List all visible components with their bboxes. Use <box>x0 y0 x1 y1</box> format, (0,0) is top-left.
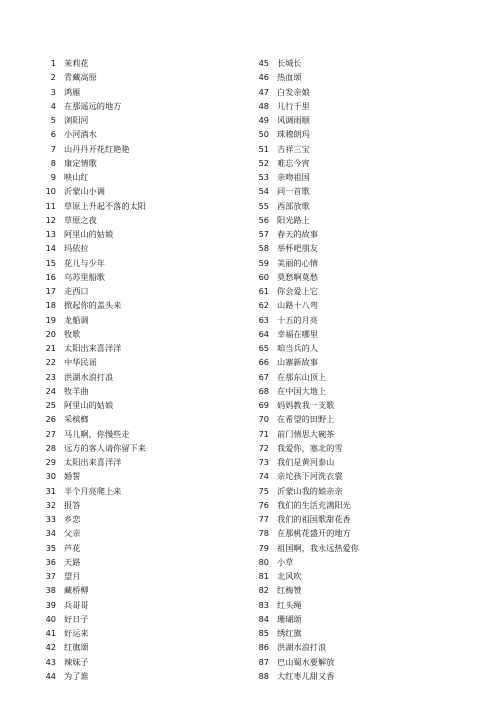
song-title: 热血颂 <box>277 72 302 83</box>
list-item <box>232 455 472 469</box>
item-number: 55 <box>258 200 269 211</box>
song-title: 阿里山的姑娘 <box>64 400 114 411</box>
song-title: 天路 <box>64 556 81 567</box>
song-title: 绣红旗 <box>277 628 302 639</box>
song-title: 洪湖水浪打浪 <box>277 642 327 653</box>
list-item <box>232 270 472 284</box>
list-item <box>40 327 240 341</box>
song-title: 芦花 <box>64 542 81 553</box>
song-title: 十五的月亮 <box>277 314 318 325</box>
list-item <box>40 355 240 369</box>
item-number: 54 <box>258 186 269 197</box>
list-item <box>232 398 472 412</box>
list-item <box>40 99 240 113</box>
list-item <box>232 284 472 298</box>
song-title: 采槟榔 <box>64 414 89 425</box>
item-number: 29 <box>45 457 56 468</box>
item-number: 13 <box>45 229 56 240</box>
item-number: 67 <box>258 371 269 382</box>
list-item <box>232 341 472 355</box>
song-title: 太阳出来喜洋洋 <box>64 343 122 354</box>
song-title: 映山红 <box>64 172 89 183</box>
list-item <box>40 56 240 70</box>
item-number: 23 <box>45 371 56 382</box>
item-number: 80 <box>258 556 269 567</box>
item-number: 31 <box>45 485 56 496</box>
item-number: 32 <box>45 499 56 510</box>
list-item <box>232 555 472 569</box>
item-number: 88 <box>258 670 269 681</box>
song-title: 远方的客人请你留下来 <box>64 442 146 453</box>
item-number: 38 <box>45 585 56 596</box>
song-title: 在希望的田野上 <box>277 414 335 425</box>
song-title: 洪湖水浪打浪 <box>64 371 114 382</box>
song-title: 望月 <box>64 571 81 582</box>
song-title: 小河淌水 <box>64 129 97 140</box>
song-title: 乡恋 <box>64 514 81 525</box>
item-number: 33 <box>45 514 56 525</box>
song-title: 阿里山的姑娘 <box>64 229 114 240</box>
item-number: 74 <box>258 471 269 482</box>
list-item <box>232 469 472 483</box>
list-item <box>232 241 472 255</box>
song-title: 美丽的心情 <box>277 257 318 268</box>
song-title: 你会爱上它 <box>277 286 318 297</box>
song-title: 沂蒙山小调 <box>64 186 105 197</box>
song-title: 草原上升起不落的太阳 <box>64 200 146 211</box>
item-number: 85 <box>258 628 269 639</box>
song-title: 在那桃花盛开的地方 <box>277 528 351 539</box>
list-item <box>232 541 472 555</box>
list-item <box>232 370 472 384</box>
item-number: 86 <box>258 642 269 653</box>
list-item <box>232 113 472 127</box>
song-title: 父亲 <box>64 528 81 539</box>
item-number: 35 <box>45 542 56 553</box>
item-number: 70 <box>258 414 269 425</box>
item-number: 79 <box>258 542 269 553</box>
song-title: 举杯吧朋友 <box>277 243 318 254</box>
song-title: 太阳出来喜洋洋 <box>64 457 122 468</box>
song-title: 红头绳 <box>277 599 302 610</box>
song-title: 乌苏里船歌 <box>64 271 105 282</box>
list-item <box>40 569 240 583</box>
song-title: 吉祥三宝 <box>277 143 310 154</box>
list-item <box>40 655 240 669</box>
song-list-right <box>232 56 472 683</box>
song-title: 康定情歌 <box>64 157 97 168</box>
song-title: 小草 <box>277 556 294 567</box>
item-number: 37 <box>45 571 56 582</box>
item-number: 87 <box>258 656 269 667</box>
item-number: 71 <box>258 428 269 439</box>
item-number: 59 <box>258 257 269 268</box>
song-title: 同一首歌 <box>277 186 310 197</box>
item-number: 7 <box>50 143 56 154</box>
song-title: 浏阳河 <box>64 115 89 126</box>
song-title: 祖国啊，我永远热爱你 <box>277 542 359 553</box>
item-number: 12 <box>45 214 56 225</box>
list-item <box>40 370 240 384</box>
item-number: 64 <box>258 328 269 339</box>
list-item <box>40 213 240 227</box>
list-item <box>40 583 240 597</box>
song-title: 山路十八弯 <box>277 300 318 311</box>
item-number: 24 <box>45 385 56 396</box>
list-item <box>232 85 472 99</box>
list-item <box>40 184 240 198</box>
item-number: 77 <box>258 514 269 525</box>
list-item <box>232 626 472 640</box>
item-number: 84 <box>258 613 269 624</box>
item-number: 6 <box>50 129 56 140</box>
list-item <box>232 170 472 184</box>
song-title: 妈妈教我一支歌 <box>277 400 335 411</box>
item-number: 46 <box>258 72 269 83</box>
list-item <box>232 327 472 341</box>
list-item <box>40 341 240 355</box>
list-item <box>40 227 240 241</box>
song-title: 我们的生活充满阳光 <box>277 499 351 510</box>
list-item <box>40 669 240 683</box>
song-title: 大红枣儿甜又香 <box>277 670 335 681</box>
item-number: 10 <box>45 186 56 197</box>
song-title: 掀起你的盖头来 <box>64 300 122 311</box>
list-item <box>40 598 240 612</box>
item-number: 57 <box>258 229 269 240</box>
item-number: 39 <box>45 599 56 610</box>
item-number: 63 <box>258 314 269 325</box>
item-number: 60 <box>258 271 269 282</box>
song-title: 在中国大地上 <box>277 385 327 396</box>
list-item <box>40 398 240 412</box>
list-item <box>232 127 472 141</box>
song-title: 为了谁 <box>64 670 89 681</box>
item-number: 5 <box>50 115 56 126</box>
song-title: 青藏高原 <box>64 72 97 83</box>
list-item <box>40 555 240 569</box>
list-item <box>40 284 240 298</box>
list-item <box>40 170 240 184</box>
list-item <box>232 640 472 654</box>
item-number: 22 <box>45 357 56 368</box>
list-item <box>232 526 472 540</box>
song-title: 莫愁啊莫愁 <box>277 271 318 282</box>
list-item <box>232 56 472 70</box>
song-title: 好运来 <box>64 628 89 639</box>
song-title: 儿行千里 <box>277 100 310 111</box>
item-number: 47 <box>258 86 269 97</box>
song-title: 我们的祖国歌甜花香 <box>277 514 351 525</box>
list-item <box>232 384 472 398</box>
song-title: 中华民谣 <box>64 357 97 368</box>
item-number: 43 <box>45 656 56 667</box>
list-item <box>232 227 472 241</box>
item-number: 76 <box>258 499 269 510</box>
item-number: 4 <box>50 100 56 111</box>
song-title: 前门情思大碗茶 <box>277 428 335 439</box>
list-item <box>40 142 240 156</box>
list-item <box>40 199 240 213</box>
list-item <box>40 427 240 441</box>
song-title: 红旗颂 <box>64 642 89 653</box>
song-title: 咱当兵的人 <box>277 343 318 354</box>
list-item <box>232 99 472 113</box>
item-number: 61 <box>258 286 269 297</box>
list-item <box>40 298 240 312</box>
item-number: 28 <box>45 442 56 453</box>
item-number: 34 <box>45 528 56 539</box>
item-number: 48 <box>258 100 269 111</box>
item-number: 82 <box>258 585 269 596</box>
list-item <box>232 184 472 198</box>
list-item <box>232 355 472 369</box>
list-item <box>40 256 240 270</box>
list-item <box>40 85 240 99</box>
song-title: 茉莉花 <box>64 58 89 69</box>
list-item <box>40 498 240 512</box>
item-number: 40 <box>45 613 56 624</box>
item-number: 3 <box>50 86 56 97</box>
item-number: 18 <box>45 300 56 311</box>
list-item <box>40 384 240 398</box>
item-number: 44 <box>45 670 56 681</box>
item-number: 8 <box>50 157 56 168</box>
list-item <box>232 199 472 213</box>
item-number: 69 <box>258 400 269 411</box>
list-item <box>40 640 240 654</box>
item-number: 11 <box>45 200 56 211</box>
item-number: 73 <box>258 457 269 468</box>
list-item <box>232 213 472 227</box>
list-item <box>40 512 240 526</box>
list-item <box>40 484 240 498</box>
list-item <box>232 484 472 498</box>
item-number: 62 <box>258 300 269 311</box>
list-item <box>40 113 240 127</box>
song-title: 山丹丹开花红艳艳 <box>64 143 130 154</box>
item-number: 81 <box>258 571 269 582</box>
song-title: 婚誓 <box>64 471 81 482</box>
item-number: 56 <box>258 214 269 225</box>
song-title: 红梅赞 <box>277 585 302 596</box>
item-number: 78 <box>258 528 269 539</box>
list-item <box>232 142 472 156</box>
song-title: 走西口 <box>64 286 89 297</box>
list-item <box>232 298 472 312</box>
song-title: 草原之夜 <box>64 214 97 225</box>
item-number: 66 <box>258 357 269 368</box>
song-title: 珠穆朗玛 <box>277 129 310 140</box>
song-title: 鸿雁 <box>64 86 81 97</box>
item-number: 19 <box>45 314 56 325</box>
list-item <box>40 455 240 469</box>
song-title: 山寨新故事 <box>277 357 318 368</box>
item-number: 21 <box>45 343 56 354</box>
song-title: 亲坨孩下河洗衣裳 <box>277 471 343 482</box>
item-number: 75 <box>258 485 269 496</box>
song-title: 沂蒙山我的娘亲亲 <box>277 485 343 496</box>
song-title: 风调雨顺 <box>277 115 310 126</box>
song-title: 我们是黄河泰山 <box>277 457 335 468</box>
song-title: 兵哥哥 <box>64 599 89 610</box>
list-item <box>232 498 472 512</box>
song-title: 春天的故事 <box>277 229 318 240</box>
item-number: 41 <box>45 628 56 639</box>
list-item <box>40 526 240 540</box>
item-number: 9 <box>50 172 56 183</box>
list-item <box>232 427 472 441</box>
item-number: 26 <box>45 414 56 425</box>
list-item <box>232 512 472 526</box>
song-title: 幸福在哪里 <box>277 328 318 339</box>
item-number: 45 <box>258 58 269 69</box>
list-item <box>40 156 240 170</box>
song-title: 辣妹子 <box>64 656 89 667</box>
item-number: 27 <box>45 428 56 439</box>
list-item <box>40 313 240 327</box>
item-number: 83 <box>258 599 269 610</box>
item-number: 68 <box>258 385 269 396</box>
item-number: 36 <box>45 556 56 567</box>
list-item <box>232 598 472 612</box>
item-number: 42 <box>45 642 56 653</box>
list-item <box>232 156 472 170</box>
song-title: 半个月亮爬上来 <box>64 485 122 496</box>
item-number: 20 <box>45 328 56 339</box>
song-title: 牧羊曲 <box>64 385 89 396</box>
song-title: 长城长 <box>277 58 302 69</box>
song-title: 巴山蜀水要解放 <box>277 656 335 667</box>
list-item <box>232 412 472 426</box>
song-title: 我爱你，塞北的雪 <box>277 442 343 453</box>
list-item <box>40 441 240 455</box>
list-item <box>232 70 472 84</box>
song-title: 龙船调 <box>64 314 89 325</box>
list-item <box>40 270 240 284</box>
item-number: 65 <box>258 343 269 354</box>
song-title: 难忘今宵 <box>277 157 310 168</box>
song-title: 马儿啊，你慢些走 <box>64 428 130 439</box>
item-number: 15 <box>45 257 56 268</box>
item-number: 58 <box>258 243 269 254</box>
song-title: 藏桥柳 <box>64 585 89 596</box>
list-item <box>232 441 472 455</box>
song-title: 牧歌 <box>64 328 81 339</box>
item-number: 25 <box>45 400 56 411</box>
item-number: 52 <box>258 157 269 168</box>
item-number: 16 <box>45 271 56 282</box>
item-number: 72 <box>258 442 269 453</box>
list-item <box>40 612 240 626</box>
item-number: 51 <box>258 143 269 154</box>
song-title: 好日子 <box>64 613 89 624</box>
list-item <box>40 127 240 141</box>
list-item <box>232 583 472 597</box>
song-title: 北风吹 <box>277 571 302 582</box>
list-item <box>40 541 240 555</box>
song-title: 珊瑚颂 <box>277 613 302 624</box>
list-item <box>232 669 472 683</box>
song-title: 在那东山顶上 <box>277 371 327 382</box>
list-item <box>232 256 472 270</box>
item-number: 50 <box>258 129 269 140</box>
item-number: 53 <box>258 172 269 183</box>
list-item <box>40 70 240 84</box>
song-title: 阳光路上 <box>277 214 310 225</box>
item-number: 14 <box>45 243 56 254</box>
song-title: 亲吻祖国 <box>277 172 310 183</box>
list-item <box>232 569 472 583</box>
list-item <box>40 469 240 483</box>
item-number: 30 <box>45 471 56 482</box>
list-item <box>232 612 472 626</box>
song-list-left <box>40 56 240 683</box>
item-number: 49 <box>258 115 269 126</box>
song-title: 白发亲娘 <box>277 86 310 97</box>
song-title: 在那遥远的地方 <box>64 100 122 111</box>
song-title: 花儿与少年 <box>64 257 105 268</box>
item-number: 1 <box>50 58 56 69</box>
item-number: 17 <box>45 286 56 297</box>
list-item <box>232 313 472 327</box>
song-title: 报答 <box>64 499 81 510</box>
list-item <box>40 626 240 640</box>
song-title: 玛依拉 <box>64 243 89 254</box>
list-item <box>232 655 472 669</box>
list-item <box>40 241 240 255</box>
song-title: 西部放歌 <box>277 200 310 211</box>
list-item <box>40 412 240 426</box>
item-number: 2 <box>50 72 56 83</box>
